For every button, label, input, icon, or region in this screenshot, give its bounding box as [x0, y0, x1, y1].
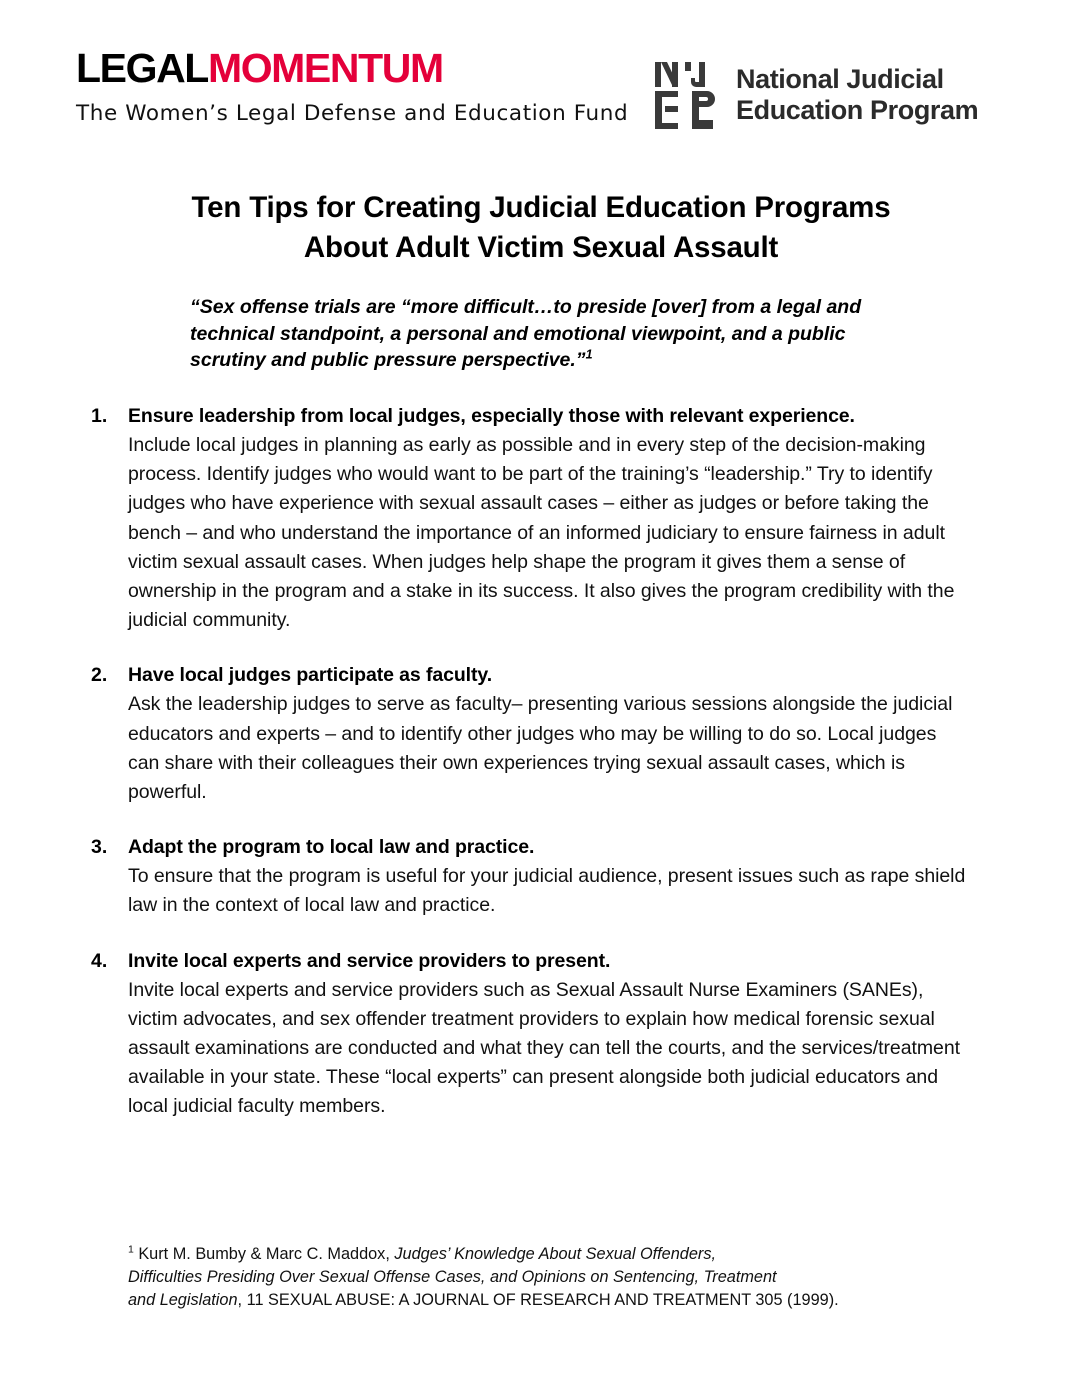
list-item [91, 947, 971, 1122]
footnote-title-part-1: Judges’ Knowledge About Sexual Offenders, [394, 1245, 716, 1263]
tip-number: 2. [91, 664, 108, 687]
tip-number: 4. [91, 949, 108, 972]
document-header [0, 0, 1082, 150]
tip-number: 3. [91, 836, 108, 859]
list-item [91, 661, 971, 807]
njep-logo-text [736, 64, 978, 126]
list-item [91, 402, 971, 635]
epigraph-quote [190, 294, 880, 374]
tip-number: 1. [91, 405, 108, 427]
epigraph-footnote-marker: 1 [585, 347, 593, 362]
footnote-title-part-3: and Legislation [128, 1291, 238, 1309]
tips-list [91, 402, 971, 1122]
tip-body: Ask the leadership judges to serve as faculty– presenting various sessions alongside the judicial educators and experts – and to identify other judges who may be willing to do so. Local judges can share with their colleagues their own experiences trying sexual assault cases, which is powerful. [128, 693, 953, 804]
epigraph-line-3-text: scrutiny and public pressure perspective.” [190, 349, 586, 371]
njep-line-1: National Judicial [736, 64, 944, 94]
legal-momentum-wordmark [76, 46, 636, 90]
footnote-line-2 [128, 1266, 938, 1289]
footnote-authors: Kurt M. Bumby & Marc C. Maddox, [133, 1245, 395, 1263]
njep-logo [652, 52, 1002, 138]
tip-heading: Invite local experts and service providers to present. [128, 949, 611, 972]
epigraph-line-2: technical standpoint, a personal and emotional viewpoint, and a public [190, 322, 846, 345]
list-item [91, 833, 971, 920]
njep-logo-mark-icon [652, 58, 722, 132]
tip-heading: Have local judges participate as faculty. [128, 664, 493, 687]
page-title-line-1: Ten Tips for Creating Judicial Education Programs [191, 190, 891, 224]
footnote-title-part-2: Difficulties Presiding Over Sexual Offense Cases, and Opinions on Sentencing, Treatment [128, 1268, 777, 1286]
legal-momentum-tagline: The Women’s Legal Defense and Education Fund [76, 101, 629, 126]
wordmark-momentum: MOMENTUM [207, 45, 443, 91]
page-title-line-2: About Adult Victim Sexual Assault [303, 230, 779, 264]
tip-heading: Adapt the program to local law and practice. [128, 836, 535, 859]
tip-body: Include local judges in planning as early as possible and in every step of the decision-making process. Identify judges who would want to be part of the training’s “leadership.” Try to identify judges who have experience with sexual assault cases – either as judges or before taking the bench – and who understand the importance of an informed judiciary to ensure fairness in adult victim sexual assault cases. When judges help shape the program it gives them a sense of ownership in the program and a stake in its success. It also gives the program credibility with the judicial community. [128, 434, 955, 632]
page-title [91, 188, 991, 268]
tip-body: To ensure that the program is useful for your judicial audience, present issues such as rape shield law in the context of local law and practice. [128, 865, 966, 917]
epigraph-line-1: “Sex offense trials are “more difficult…to preside [over] from a legal and [190, 296, 862, 318]
njep-line-2: Education Program [736, 95, 979, 125]
footnote-citation: , 11 SEXUAL ABUSE: A JOURNAL OF RESEARCH AND TREATMENT 305 (1999). [237, 1291, 839, 1309]
epigraph-line-3 [190, 347, 880, 374]
tip-heading: Ensure leadership from local judges, especially those with relevant experience. [128, 405, 855, 427]
tip-body: Invite local experts and service providers such as Sexual Assault Nurse Examiners (SANEs), victim advocates, and sex offender treatment providers to explain how medical forensic sexual assault examinations are conducted and what they can tell the courts, and the services/treatment available in your state. These “local experts” can present alongside both judicial educators and local judicial faculty members. [128, 978, 961, 1118]
footnote [128, 1243, 938, 1312]
legal-momentum-logo [76, 46, 636, 127]
footnote-marker: 1 [128, 1244, 134, 1256]
wordmark-legal: LEGAL [76, 45, 208, 91]
footnote-line-1 [128, 1243, 938, 1266]
footnote-line-3 [128, 1289, 938, 1312]
